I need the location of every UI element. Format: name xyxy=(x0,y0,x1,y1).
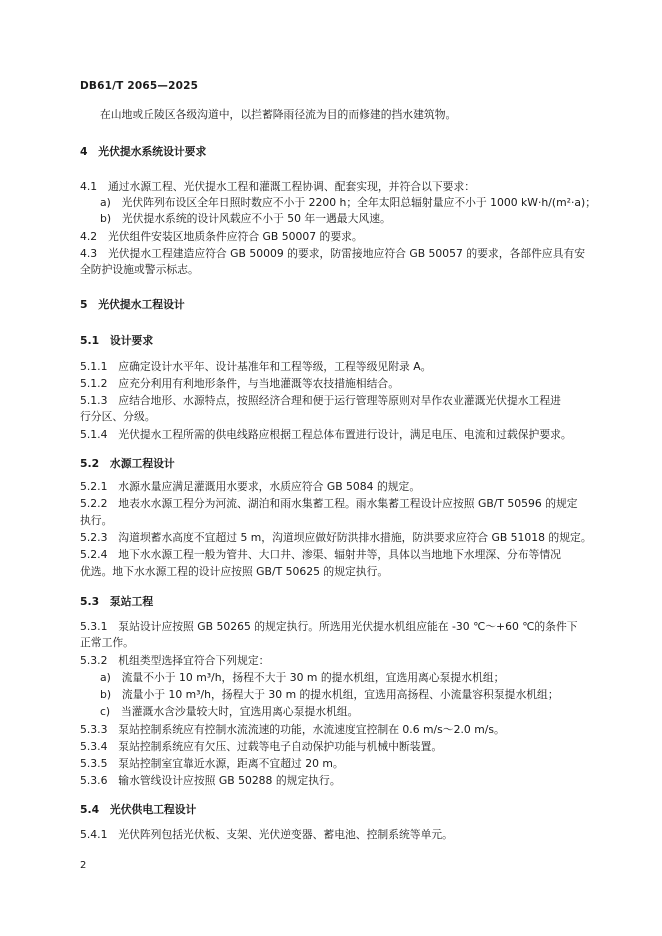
clause-5-2-4-line1: 5.2.4 地下水水源工程一般为管井、大口井、渗渠、辐射井等，具体以当地地下水埋深、分布等情况 xyxy=(80,548,561,561)
clause-5-1-3-line1: 5.1.3 应结合地形、水源特点，按照经济合理和便于运行管理等原则对旱作农业灌溉光伏提水工程进 xyxy=(80,394,561,407)
clause-5-4-1: 5.4.1 光伏阵列包括光伏板、支架、光伏逆变器、蓄电池、控制系统等单元。 xyxy=(80,828,453,841)
clause-4-2: 4.2 光伏组件安装区地质条件应符合 GB 50007 的要求。 xyxy=(80,230,363,243)
subsection-5-4-title: 5.4 光伏供电工程设计 xyxy=(80,803,197,816)
subsection-5-2-title: 5.2 水源工程设计 xyxy=(80,457,175,470)
clause-5-2-1: 5.2.1 水源水量应满足灌溉用水要求，水质应符合 GB 5084 的规定。 xyxy=(80,480,421,493)
clause-5-3-5: 5.3.5 泵站控制室宜靠近水源，距离不宜超过 20 m。 xyxy=(80,757,344,770)
clause-5-3-2-b: b) 流量小于 10 m³/h，扬程大于 30 m 的提水机组，宜选用高扬程、小流量容积泵提水机组； xyxy=(100,688,559,701)
clause-4-3-line2: 全防护设施或警示标志。 xyxy=(80,263,199,276)
clause-4-1-a: a) 光伏阵列布设区全年日照时数应不小于 2200 h；全年太阳总辐射量应不小于 1000 kW·h/(m²·a)； xyxy=(100,196,597,209)
clause-4-1: 4.1 通过水源工程、光伏提水工程和灌溉工程协调、配套实现，并符合以下要求： xyxy=(80,180,476,193)
clause-5-3-2-c: c) 当灌溉水含沙量较大时，宜选用离心泵提水机组。 xyxy=(100,705,359,718)
clause-5-2-3: 5.2.3 沟道坝蓄水高度不宜超过 5 m，沟道坝应做好防洪排水措施，防洪要求应符合 GB 51018 的规定。 xyxy=(80,531,592,544)
subsection-5-3-title: 5.3 泵站工程 xyxy=(80,595,154,608)
clause-5-3-4: 5.3.4 泵站控制系统应有欠压、过载等电子自动保护功能与机械中断装置。 xyxy=(80,740,443,753)
clause-5-2-4-line2: 优选。地下水水源工程的设计应按照 GB/T 50625 的规定执行。 xyxy=(80,565,389,578)
clause-5-2-2-line2: 执行。 xyxy=(80,514,113,527)
clause-5-3-6: 5.3.6 输水管线设计应按照 GB 50288 的规定执行。 xyxy=(80,774,341,787)
subsection-5-1-title: 5.1 设计要求 xyxy=(80,334,154,347)
standard-code-header: DB61/T 2065—2025 xyxy=(80,80,199,92)
clause-5-1-3-line2: 行分区、分级。 xyxy=(80,410,156,423)
clause-5-1-4: 5.1.4 光伏提水工程所需的供电线路应根据工程总体布置进行设计，满足电压、电流和过载保护要求。 xyxy=(80,428,572,441)
clause-4-3-line1: 4.3 光伏提水工程建造应符合 GB 50009 的要求，防雷接地应符合 GB 50057 的要求，各部件应具有安 xyxy=(80,247,586,260)
page-number: 2 xyxy=(80,860,87,871)
clause-5-3-1-line1: 5.3.1 泵站设计应按照 GB 50265 的规定执行。所选用光伏提水机组应能在 -30 ℃～+60 ℃的条件下 xyxy=(80,620,578,633)
clause-5-3-3: 5.3.3 泵站控制系统应有控制水流流速的功能，水流速度宜控制在 0.6 m/s～2.0 m/s。 xyxy=(80,723,505,736)
definition-text: 在山地或丘陵区各级沟道中，以拦蓄降雨径流为目的而修建的挡水建筑物。 xyxy=(100,108,457,121)
clause-5-2-2-line1: 5.2.2 地表水水源工程分为河流、湖泊和雨水集蓄工程。雨水集蓄工程设计应按照 GB/T 50596 的规定 xyxy=(80,497,578,510)
clause-5-1-2: 5.1.2 应充分利用有利地形条件，与当地灌溉等农技措施相结合。 xyxy=(80,377,399,390)
clause-5-3-2: 5.3.2 机组类型选择宜符合下列规定： xyxy=(80,654,270,667)
clause-4-1-b: b) 光伏提水系统的设计风载应不小于 50 年一遇最大风速。 xyxy=(100,212,391,225)
clause-5-3-2-a: a) 流量不小于 10 m³/h，扬程不大于 30 m 的提水机组，宜选用离心泵提水机组； xyxy=(100,671,505,684)
section-5-title: 5 光伏提水工程设计 xyxy=(80,298,185,311)
section-4-title: 4 光伏提水系统设计要求 xyxy=(80,145,207,158)
clause-5-3-1-line2: 正常工作。 xyxy=(80,636,134,649)
clause-5-1-1: 5.1.1 应确定设计水平年、设计基准年和工程等级，工程等级见附录 A。 xyxy=(80,360,432,373)
